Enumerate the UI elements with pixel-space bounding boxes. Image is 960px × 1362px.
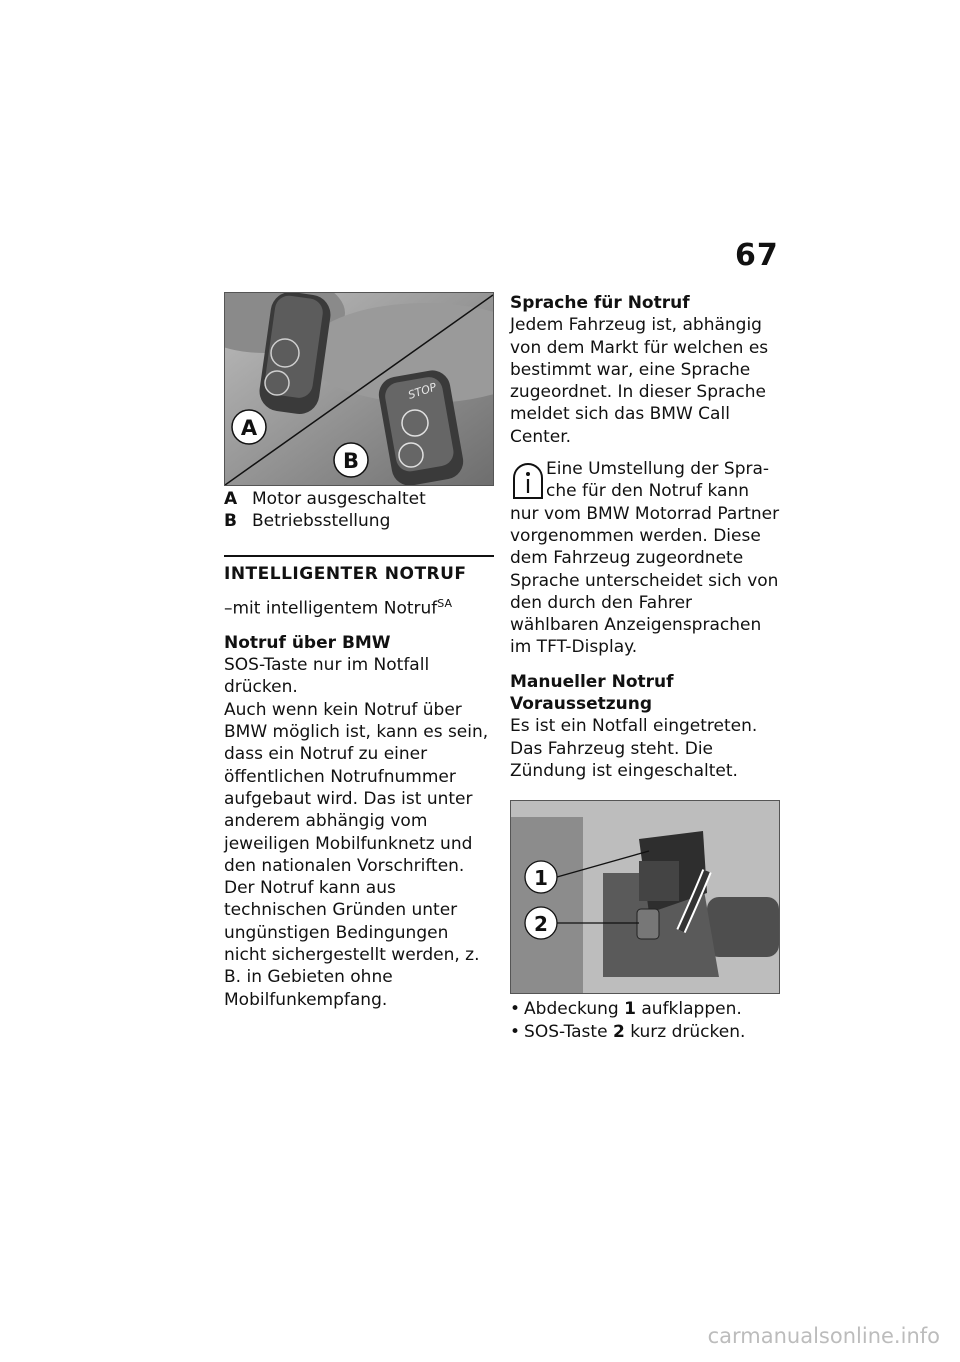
legend-key-a: A bbox=[224, 489, 238, 509]
legend-text-b: Betriebsstellung bbox=[252, 511, 391, 532]
legend-key-b: B bbox=[224, 511, 237, 532]
paragraph-prerequisite: Es ist ein Notfall eingetreten. Das Fahrzeug steht. Die Zündung ist eingeschaltet. bbox=[510, 716, 758, 781]
paragraph-language: Jedem Fahrzeug ist, abhängig von dem Markt für welchen es bestimmt war, eine Sprache zugeordnet. In dieser Sprache meldet sich das BMW Call Center. bbox=[510, 315, 769, 447]
paragraph-public-emergency: Auch wenn kein Notruf über BMW möglich ist, kann es sein, dass ein Notruf zu einer öffentlichen Notrufnummer aufgebaut wird. Das ist unter anderem abhängig vom jeweiligen Mobilfunknetz und den nationalen Vorschriften. bbox=[224, 699, 489, 876]
legend-row-b bbox=[224, 510, 494, 532]
left-column bbox=[224, 292, 494, 1011]
paragraph-technical-reasons: Der Notruf kann aus technischen Gründen unter ungünstigen Bedingungen nicht sichergestellt werden, z. B. in Gebieten ohne Mobilfunkempfang. bbox=[224, 878, 480, 1010]
info-note-body: nur vom BMW Motorrad Partner vorgenommen werden. Diese dem Fahrzeug zugeordnete Sprache unterscheidet sich von den durch den Fahrer wählbaren Anzeigensprachen im TFT-Display. bbox=[510, 503, 780, 658]
info-note-line-2: che für den Notruf kann bbox=[546, 481, 750, 502]
subheading-voraussetzung: Voraussetzung bbox=[510, 694, 653, 715]
bullet-press-sos bbox=[510, 1021, 782, 1043]
bullet-2-text-c: kurz drücken. bbox=[624, 1021, 746, 1042]
info-note-line-1: Eine Umstellung der Spra- bbox=[546, 459, 770, 480]
bullet-2-text-a: SOS-Taste bbox=[524, 1021, 613, 1042]
watermark: carmanualsonline.info bbox=[707, 1324, 940, 1348]
legend-row-a bbox=[224, 488, 494, 510]
bullet-2-ref: 2 bbox=[612, 1021, 625, 1042]
sos-button-figure bbox=[510, 800, 780, 994]
right-column bbox=[510, 292, 782, 1043]
figure-label-2: 2 bbox=[534, 912, 548, 937]
paragraph-sos: SOS-Taste nur im Notfall drücken. bbox=[224, 655, 430, 698]
bullet-1-text-c: aufklappen. bbox=[635, 999, 742, 1020]
page-number: 67 bbox=[735, 238, 779, 273]
bullet-1-ref: 1 bbox=[624, 999, 636, 1020]
bullet-open-cover bbox=[510, 998, 782, 1020]
sa-text: –mit intelligentem Notruf bbox=[224, 598, 438, 619]
bullet-1-text-a: Abdeckung bbox=[524, 999, 625, 1020]
figure-label-b: B bbox=[342, 449, 360, 473]
sa-line bbox=[224, 593, 494, 620]
sos-button-illustration bbox=[511, 801, 779, 993]
info-note-head bbox=[510, 458, 782, 503]
info-note bbox=[510, 458, 782, 659]
info-icon bbox=[510, 458, 546, 502]
sa-superscript: SA bbox=[437, 596, 453, 610]
subheading-sprache: Sprache für Notruf bbox=[510, 293, 690, 313]
kill-switch-illustration bbox=[225, 293, 493, 485]
subheading-notruf-ueber-bmw: Notruf über BMW bbox=[224, 632, 391, 653]
subheading-manueller-notruf: Manueller Notruf bbox=[510, 671, 674, 692]
kill-switch-figure bbox=[224, 292, 494, 486]
stop-label: STOP bbox=[406, 380, 439, 402]
figure-label-1: 1 bbox=[534, 866, 548, 891]
figure-label-a: A bbox=[240, 416, 258, 440]
section-title: INTELLIGENTER NOTRUF bbox=[224, 563, 467, 584]
section-divider bbox=[224, 555, 494, 557]
legend-text-a: Motor ausgeschaltet bbox=[252, 489, 426, 509]
info-note-first-lines bbox=[546, 458, 769, 503]
